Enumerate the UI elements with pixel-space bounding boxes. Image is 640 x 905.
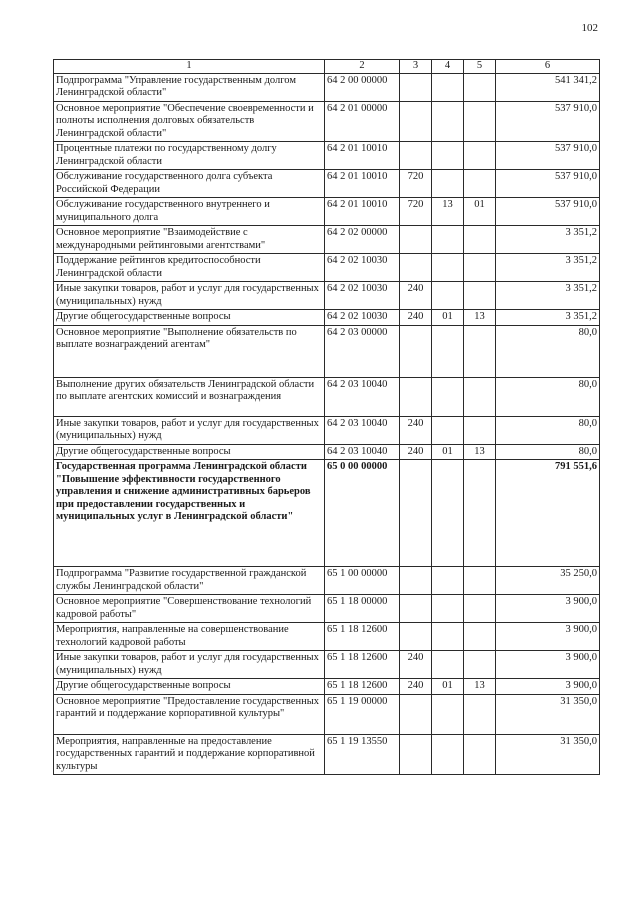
header-col-3: 3 [400, 60, 432, 74]
header-col-2: 2 [325, 60, 400, 74]
row-name: Процентные платежи по государственному долгу Ленинградской области [54, 142, 325, 170]
row-code: 64 2 01 00000 [325, 101, 400, 142]
row-amount: 35 250,0 [496, 567, 600, 595]
table-row [54, 595, 600, 623]
row-col3 [400, 101, 432, 142]
row-name: Основное мероприятие "Взаимодействие с международными рейтинговыми агентствами" [54, 226, 325, 254]
row-amount: 537 910,0 [496, 170, 600, 198]
row-col5 [464, 377, 496, 416]
row-name: Иные закупки товаров, работ и услуг для государственных (муниципальных) нужд [54, 416, 325, 444]
row-name: Основное мероприятие "Совершенствование технологий кадровой работы" [54, 595, 325, 623]
row-col3 [400, 254, 432, 282]
row-col4 [432, 567, 464, 595]
table-row [54, 226, 600, 254]
row-col4 [432, 101, 464, 142]
table-row [54, 416, 600, 444]
row-code: 65 1 18 12600 [325, 679, 400, 695]
row-amount: 791 551,6 [496, 460, 600, 567]
row-name: Основное мероприятие "Обеспечение своевременности и полноты исполнения долговых обязательств Ленинградской области" [54, 101, 325, 142]
row-code: 65 0 00 00000 [325, 460, 400, 567]
row-col4 [432, 142, 464, 170]
row-col4 [432, 282, 464, 310]
row-col3: 240 [400, 282, 432, 310]
row-col5 [464, 694, 496, 734]
row-amount: 31 350,0 [496, 734, 600, 775]
row-col5 [464, 651, 496, 679]
header-col-6: 6 [496, 60, 600, 74]
row-amount: 3 351,2 [496, 226, 600, 254]
row-name: Государственная программа Ленинградской области "Повышение эффективности государственного управления и снижение административных барьеров при предоставлении государственных и муниципальных услуг в Ленинградской области" [54, 460, 325, 567]
row-col4 [432, 254, 464, 282]
row-amount: 31 350,0 [496, 694, 600, 734]
row-col4 [432, 734, 464, 775]
row-name: Иные закупки товаров, работ и услуг для государственных (муниципальных) нужд [54, 651, 325, 679]
row-code: 64 2 03 10040 [325, 444, 400, 460]
row-col5 [464, 73, 496, 101]
row-col3 [400, 567, 432, 595]
row-code: 64 2 01 10010 [325, 170, 400, 198]
row-amount: 537 910,0 [496, 101, 600, 142]
row-code: 64 2 02 10030 [325, 310, 400, 326]
row-name: Другие общегосударственные вопросы [54, 310, 325, 326]
row-col4 [432, 651, 464, 679]
row-col5 [464, 101, 496, 142]
table-row [54, 142, 600, 170]
row-col4: 13 [432, 198, 464, 226]
row-col4: 01 [432, 444, 464, 460]
budget-table [53, 59, 600, 775]
row-col5 [464, 623, 496, 651]
table-row [54, 377, 600, 416]
table-row [54, 310, 600, 326]
row-code: 64 2 00 00000 [325, 73, 400, 101]
row-col5 [464, 567, 496, 595]
row-amount: 80,0 [496, 444, 600, 460]
row-name: Поддержание рейтингов кредитоспособности Ленинградской области [54, 254, 325, 282]
row-col3 [400, 694, 432, 734]
row-amount: 3 351,2 [496, 282, 600, 310]
table-row [54, 198, 600, 226]
row-amount: 3 351,2 [496, 310, 600, 326]
row-col4: 01 [432, 310, 464, 326]
row-code: 64 2 03 10040 [325, 416, 400, 444]
row-code: 64 2 03 00000 [325, 325, 400, 377]
row-code: 65 1 18 12600 [325, 651, 400, 679]
row-col4 [432, 325, 464, 377]
budget-table-body [54, 60, 600, 775]
row-col5 [464, 170, 496, 198]
table-row [54, 460, 600, 567]
row-col4 [432, 460, 464, 567]
row-amount: 537 910,0 [496, 198, 600, 226]
row-col4 [432, 694, 464, 734]
row-col3 [400, 595, 432, 623]
row-name: Основное мероприятие "Предоставление государственных гарантий и поддержание корпоративной культуры" [54, 694, 325, 734]
row-code: 64 2 01 10010 [325, 198, 400, 226]
row-col3 [400, 734, 432, 775]
row-col3: 240 [400, 444, 432, 460]
table-row [54, 101, 600, 142]
row-name: Подпрограмма "Управление государственным долгом Ленинградской области" [54, 73, 325, 101]
row-amount: 3 351,2 [496, 254, 600, 282]
row-code: 65 1 19 00000 [325, 694, 400, 734]
row-col4 [432, 416, 464, 444]
row-amount: 3 900,0 [496, 651, 600, 679]
row-col5 [464, 325, 496, 377]
row-col3 [400, 226, 432, 254]
table-row [54, 679, 600, 695]
row-col4 [432, 73, 464, 101]
row-amount: 80,0 [496, 325, 600, 377]
row-amount: 3 900,0 [496, 595, 600, 623]
row-amount: 80,0 [496, 377, 600, 416]
table-row [54, 444, 600, 460]
table-row [54, 734, 600, 775]
table-row [54, 325, 600, 377]
row-amount: 3 900,0 [496, 623, 600, 651]
table-row [54, 694, 600, 734]
table-row [54, 73, 600, 101]
row-col3 [400, 325, 432, 377]
row-col5 [464, 142, 496, 170]
header-col-1: 1 [54, 60, 325, 74]
row-col3 [400, 73, 432, 101]
row-col5 [464, 416, 496, 444]
row-name: Подпрограмма "Развитие государственной гражданской службы Ленинградской области" [54, 567, 325, 595]
row-col3: 240 [400, 651, 432, 679]
row-code: 65 1 00 00000 [325, 567, 400, 595]
row-col5 [464, 282, 496, 310]
row-amount: 80,0 [496, 416, 600, 444]
row-col4 [432, 170, 464, 198]
row-col3: 720 [400, 198, 432, 226]
row-col3 [400, 623, 432, 651]
row-amount: 541 341,2 [496, 73, 600, 101]
row-name: Выполнение других обязательств Ленинградской области по выплате агентских комиссий и вознаграждения [54, 377, 325, 416]
row-code: 64 2 02 10030 [325, 254, 400, 282]
row-col4 [432, 226, 464, 254]
row-col5: 01 [464, 198, 496, 226]
row-amount: 537 910,0 [496, 142, 600, 170]
row-col5: 13 [464, 310, 496, 326]
row-col5 [464, 226, 496, 254]
header-col-4: 4 [432, 60, 464, 74]
table-row [54, 651, 600, 679]
row-name: Основное мероприятие "Выполнение обязательств по выплате вознаграждений агентам" [54, 325, 325, 377]
row-col4 [432, 595, 464, 623]
page-number: 102 [581, 22, 598, 34]
row-col3: 240 [400, 310, 432, 326]
row-col3 [400, 142, 432, 170]
table-row [54, 567, 600, 595]
row-col4 [432, 623, 464, 651]
row-name: Мероприятия, направленные на совершенствование технологий кадровой работы [54, 623, 325, 651]
row-col5 [464, 734, 496, 775]
row-col4 [432, 377, 464, 416]
table-row [54, 254, 600, 282]
row-col5: 13 [464, 679, 496, 695]
row-code: 64 2 02 00000 [325, 226, 400, 254]
row-col3 [400, 377, 432, 416]
row-code: 65 1 19 13550 [325, 734, 400, 775]
row-col3: 240 [400, 679, 432, 695]
row-name: Обслуживание государственного долга субъекта Российской Федерации [54, 170, 325, 198]
row-col4: 01 [432, 679, 464, 695]
row-code: 64 2 01 10010 [325, 142, 400, 170]
row-code: 65 1 18 00000 [325, 595, 400, 623]
table-row [54, 623, 600, 651]
row-code: 64 2 03 10040 [325, 377, 400, 416]
table-row [54, 170, 600, 198]
row-code: 64 2 02 10030 [325, 282, 400, 310]
row-name: Мероприятия, направленные на предоставление государственных гарантий и поддержание корпоративной культуры [54, 734, 325, 775]
row-col5 [464, 595, 496, 623]
row-col3 [400, 460, 432, 567]
table-header-row [54, 60, 600, 74]
row-col5: 13 [464, 444, 496, 460]
row-name: Обслуживание государственного внутреннего и муниципального долга [54, 198, 325, 226]
header-col-5: 5 [464, 60, 496, 74]
table-row [54, 282, 600, 310]
row-col3: 240 [400, 416, 432, 444]
row-name: Другие общегосударственные вопросы [54, 444, 325, 460]
row-code: 65 1 18 12600 [325, 623, 400, 651]
row-name: Другие общегосударственные вопросы [54, 679, 325, 695]
row-col3: 720 [400, 170, 432, 198]
row-col5 [464, 460, 496, 567]
row-name: Иные закупки товаров, работ и услуг для государственных (муниципальных) нужд [54, 282, 325, 310]
row-col5 [464, 254, 496, 282]
row-amount: 3 900,0 [496, 679, 600, 695]
